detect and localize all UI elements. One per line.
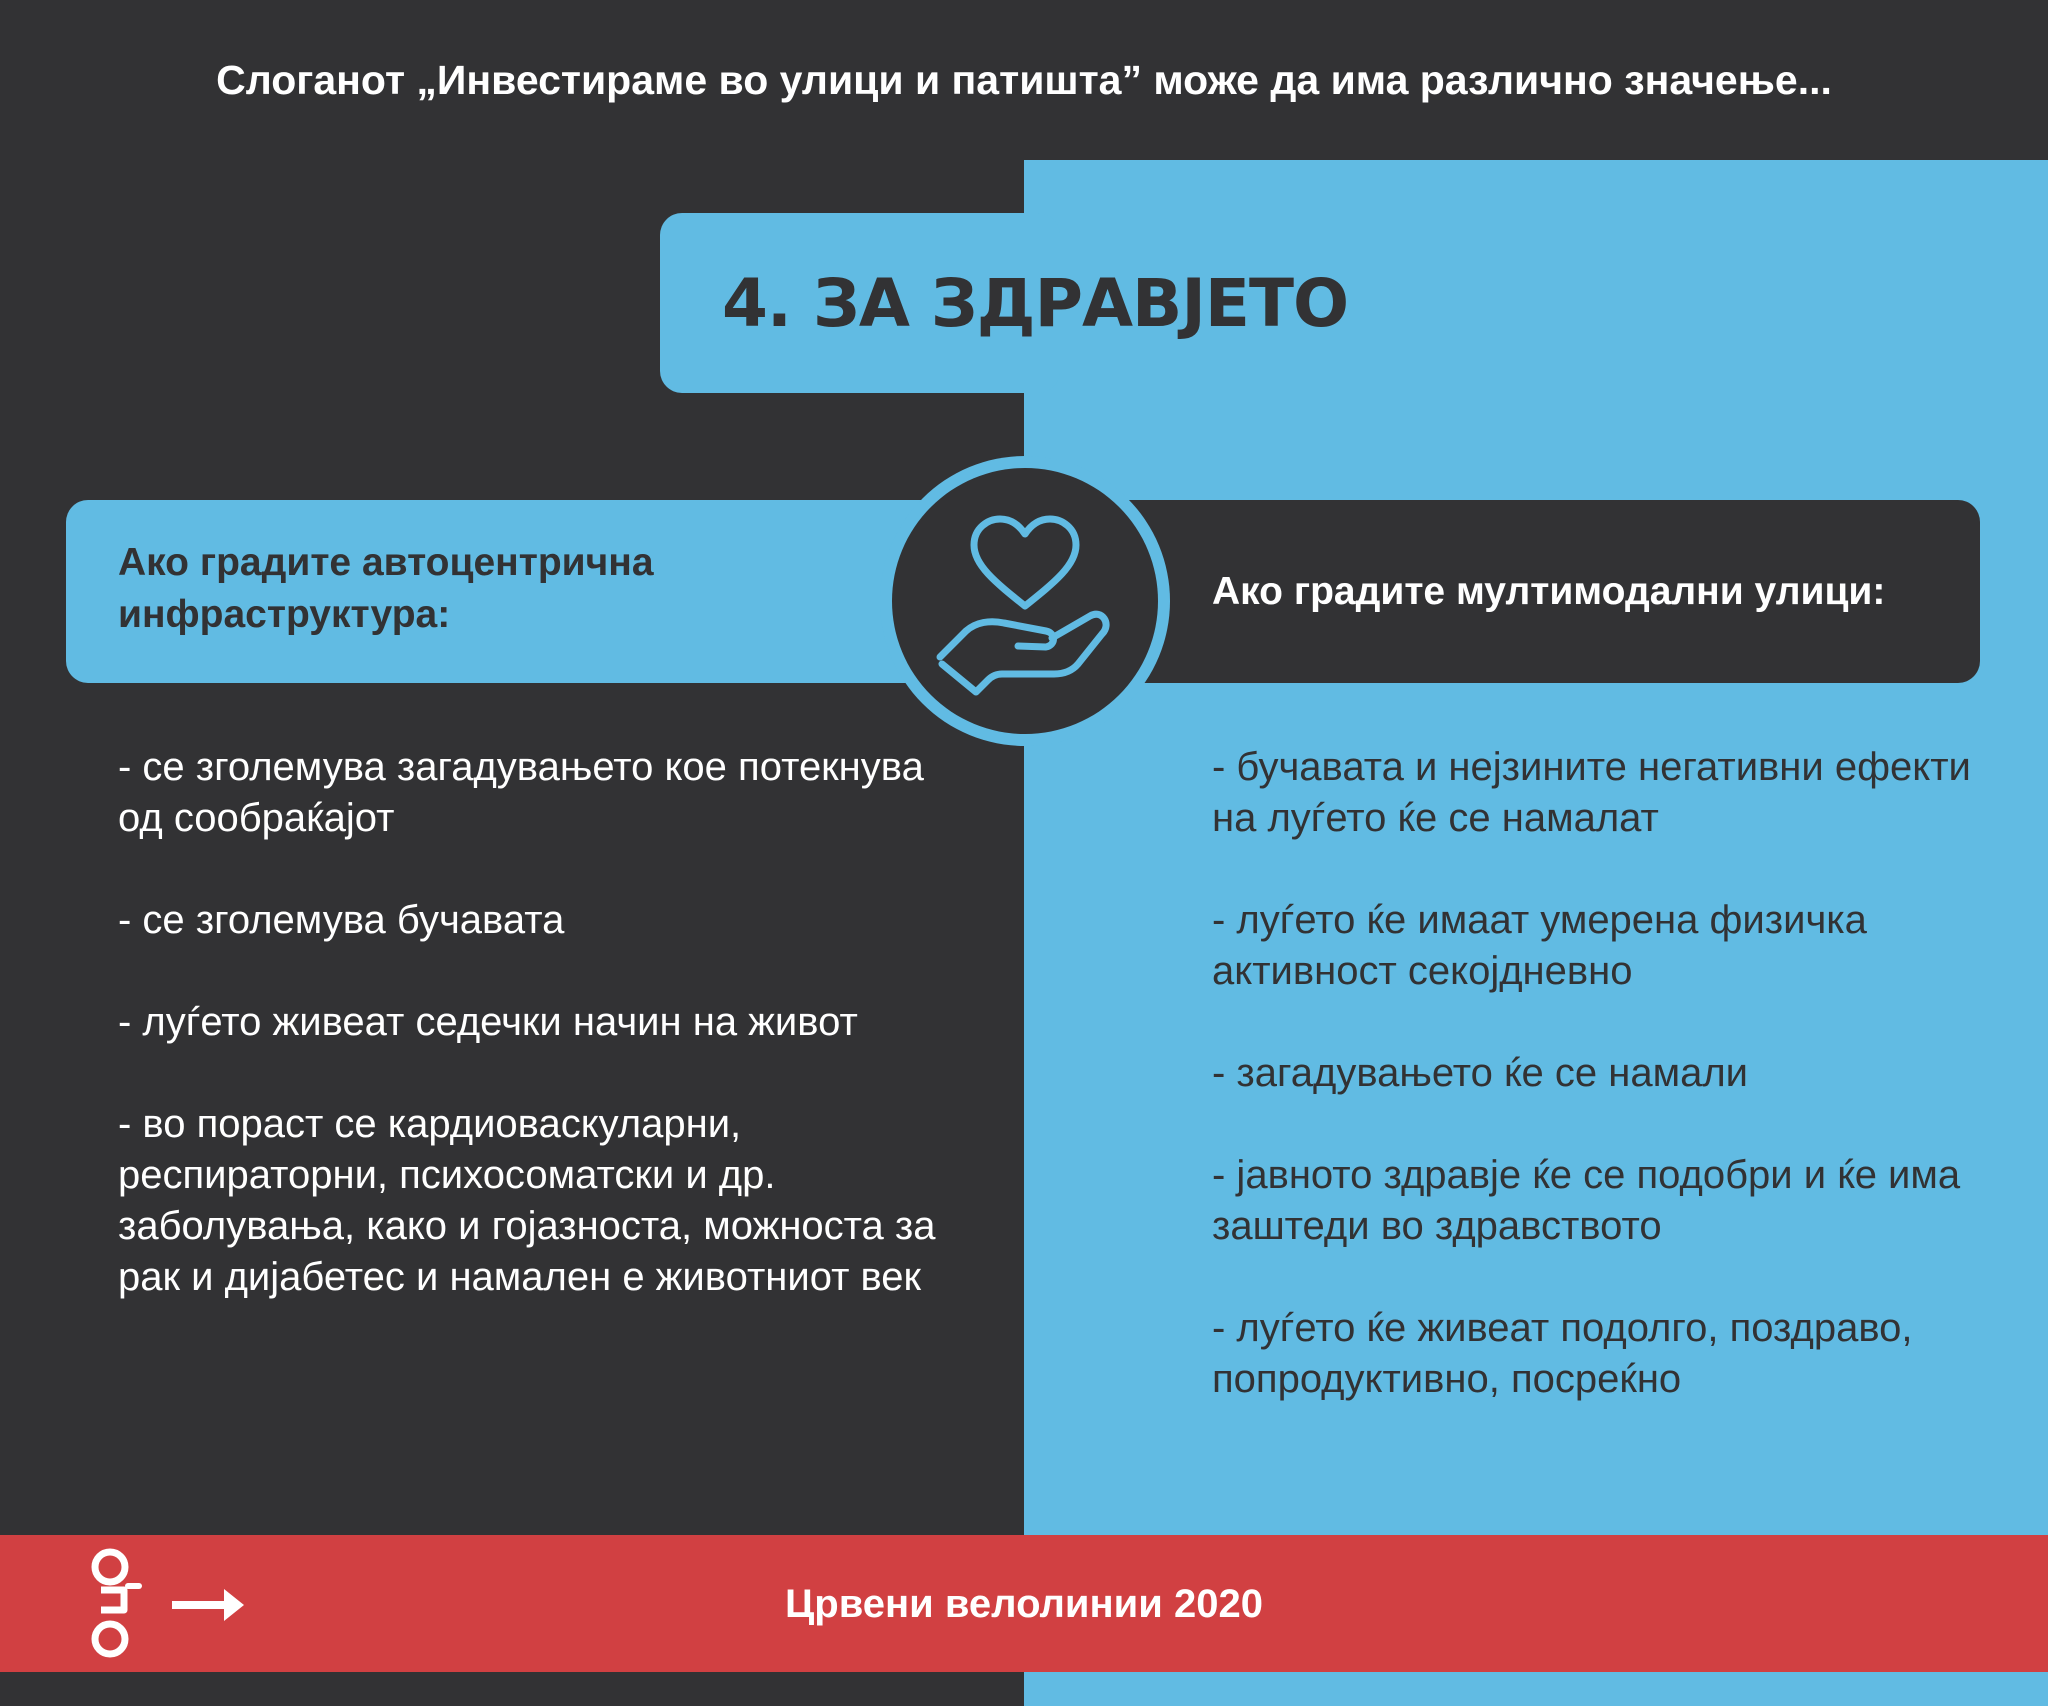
heart-in-hand-icon	[892, 468, 1158, 734]
list-item: - се зголемува бучавата	[118, 898, 565, 942]
icon-circle	[880, 456, 1170, 746]
list-item: - се зголемува загадувањето кое потекнува од сообраќајот	[118, 745, 924, 840]
list-item: - загадувањето ќе се намали	[1212, 1051, 1748, 1095]
page-title: 4. ЗА ЗДРАВЈЕТО	[722, 265, 1349, 342]
right-effects-list	[1212, 742, 2012, 1456]
left-heading: Ако градите автоцентрична инфраструктура:	[118, 541, 654, 636]
arrow-right-icon	[172, 1589, 244, 1621]
list-item: - во пораст се кардиоваскуларни, респираторни, психосоматски и др. заболувања, како и гојазноста, можноста за рак и дијабетес и намален е животниот век	[118, 1102, 936, 1299]
list-item: - јавното здравје ќе се подобри и ќе има заштеди во здравството	[1212, 1153, 1961, 1248]
right-heading: Ако градите мултимодални улици:	[1212, 570, 1886, 613]
left-effects-list	[118, 742, 938, 1354]
slogan-heading: Слоганот „Инвестираме во улици и патишта” може да има различно значење...	[216, 57, 1832, 103]
list-item: - бучавата и нејзините негативни ефекти на луѓето ќе се намалат	[1212, 745, 1971, 840]
list-item: - луѓето живеат седечки начин на живот	[118, 1000, 858, 1044]
list-item: - луѓето ќе живеат подолго, поздраво, попродуктивно, посреќно	[1212, 1306, 1913, 1401]
list-item: - луѓето ќе имаат умерена физичка активност секојдневно	[1212, 898, 1867, 993]
bicycle-logo-icon	[84, 1546, 264, 1666]
footer-text: Црвени велолинии 2020	[785, 1582, 1263, 1626]
